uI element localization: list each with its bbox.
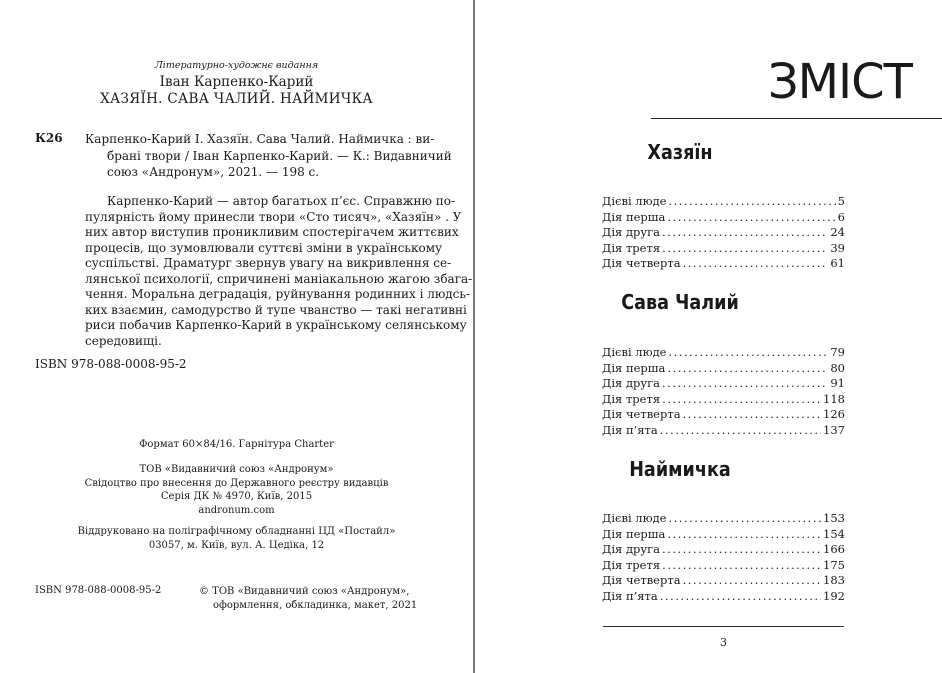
toc-list [602,511,845,604]
leader-dots [662,558,821,572]
publisher-line: Серія ДК № 4970, Київ, 2015 [160,491,313,502]
abstract-line: пулярність йому принесли твори «Сто тисяч», «Хазяїн» . У [85,209,462,224]
toc-entry-label: Дія третя [602,391,661,406]
leader-dots [668,511,821,525]
printer-block [0,525,473,552]
publisher-block [0,463,473,517]
toc-entry-page: 192 [823,588,845,603]
leader-dots [662,376,828,390]
printer-line: Віддруковано на поліграфічному обладнанні ЦД «Постайл» [77,526,396,537]
toc-entry-label: Дієві люде [602,345,667,359]
section-title: Хазяїн [647,140,713,164]
toc-entry-label: Дія третя [602,557,661,572]
toc-entry-page: 5 [837,194,845,208]
copyright-line: © ТОВ «Видавничий союз «Андронум», [199,586,410,597]
contents-heading: ЗМІСТ [767,54,912,110]
publisher-line: ТОВ «Видавничий союз «Андронум» [139,464,334,475]
toc-entry-label: Дія друга [602,225,661,239]
toc-entry-label: Дія п’ята [602,588,658,603]
leader-dots [662,225,828,239]
copyright [199,585,417,612]
toc-entry[interactable] [602,558,845,574]
book-title-line: ХАЗЯЇН. САВА ЧАЛИЙ. НАЙМИЧКА [100,91,373,107]
toc-entry[interactable] [602,511,845,527]
bib-line: брані твори / Іван Карпенко-Карий. — К.: Видавничий [107,148,452,163]
leader-dots [660,423,821,437]
abstract [85,194,473,349]
toc-entry-label: Дія перша [602,360,666,375]
leader-dots [668,345,828,359]
leader-dots [662,542,821,556]
toc-entry-label: Дієві люде [602,511,667,525]
toc-entry-page: 154 [823,526,845,541]
copyright-line: оформлення, обкладинка, макет, 2021 [213,599,418,611]
leader-dots [667,527,821,541]
toc-entry-page: 137 [823,422,845,437]
abstract-line: процесів, що зумовлювали суттєві зміни в українському [85,240,443,255]
toc-entry-label: Дія п’ята [602,422,658,437]
toc-entry[interactable] [602,423,845,439]
bib-line: союз «Андронум», 2021. — 198 с. [107,165,320,179]
abstract-line: ких взаємин, самодурство й тупе чванство — такі негативні [85,302,467,317]
toc-entry[interactable] [602,241,845,257]
section-title: Сава Чалий [621,290,739,314]
toc-entry-page: 183 [823,573,845,587]
section-title: Наймичка [629,457,731,481]
toc-entry-page: 118 [823,391,845,406]
toc-entry[interactable] [602,210,845,226]
publisher-website: andronum.com [198,504,275,516]
abstract-line: суспільстві. Драматург звернув увагу на викривлення се- [85,256,452,270]
toc-entry[interactable] [602,376,845,392]
toc-entry[interactable] [602,345,845,361]
toc-entry[interactable] [602,361,845,377]
leader-dots [668,194,835,208]
footer-rule [603,626,844,627]
toc-entry-page: 6 [837,209,845,224]
abstract-line: них автор виступив проникливим спостерігачем життєвих [85,225,459,239]
toc-entry[interactable] [602,542,845,558]
toc-entry-page: 153 [823,511,845,525]
toc-entry[interactable] [602,527,845,543]
heading-rule [651,118,942,119]
page-number: 3 [720,636,727,649]
leader-dots [683,573,821,587]
toc-entry-page: 24 [830,225,845,239]
leader-dots [667,361,828,375]
format-line [0,438,473,452]
toc-entry[interactable] [602,225,845,241]
abstract-line: риси побачив Карпенко-Карий в українському селянському [85,318,467,332]
format-text: Формат 60×84/16. Гарнітура Charter [139,439,334,450]
leader-dots [667,210,835,224]
toc-entry-page: 126 [823,407,845,421]
bib-line: Карпенко-Карий І. Хазяїн. Сава Чалий. Наймичка : ви- [85,132,435,146]
leader-dots [662,241,828,255]
leader-dots [683,407,821,421]
toc-entry-label: Дія друга [602,376,661,390]
toc-entry-label: Дія перша [602,526,666,541]
toc-entry-label: Дія друга [602,542,661,556]
toc-entry[interactable] [602,392,845,408]
leader-dots [660,589,821,603]
isbn: ISBN 978-088-0008-95-2 [35,357,187,371]
abstract-line: чення. Моральна деградація, руйнування родинних і людсь- [85,287,470,301]
toc-entry-page: 79 [830,345,845,359]
toc-entry[interactable] [602,407,845,423]
printer-line: 03057, м. Київ, вул. А. Цедіка, 12 [148,539,325,551]
abstract-line: середовищі. [85,333,162,348]
toc-entry-page: 175 [823,557,845,572]
bibliographic-record [85,131,452,181]
toc-entry[interactable] [602,573,845,589]
toc-entry-page: 39 [830,240,845,255]
toc-entry-label: Дія перша [602,209,666,224]
abstract-line: Карпенко-Карий — автор багатьох п’єс. Справжню по- [107,194,456,208]
toc-list [602,345,845,438]
contents-page [475,0,942,673]
author-line: Іван Карпенко-Карий [159,74,314,90]
toc-entry-page: 91 [830,376,845,390]
toc-entry-label: Дія четверта [602,573,681,587]
toc-entry[interactable] [602,256,845,272]
genre-line: Літературно-художнє видання [154,60,319,71]
footer-isbn: ISBN 978-088-0008-95-2 [35,585,162,596]
toc-entry[interactable] [602,589,845,605]
toc-entry-label: Дія четверта [602,256,681,270]
toc-entry-page: 80 [830,360,845,375]
toc-entry-page: 166 [823,542,845,556]
abstract-line: лянської психології, спричинені маніакальною жагою збагa- [85,271,473,286]
leader-dots [662,392,821,406]
toc-entry-page: 61 [830,256,845,270]
catalog-code: К26 [35,131,63,145]
toc-entry-label: Дія четверта [602,407,681,421]
toc-list [602,194,845,272]
leader-dots [683,256,829,270]
toc-entry[interactable] [602,194,845,210]
toc-entry-label: Дієві люде [602,194,667,208]
toc-entry-label: Дія третя [602,240,661,255]
publisher-line: Свідоцтво про внесення до Державного реєстру видавців [84,477,389,489]
